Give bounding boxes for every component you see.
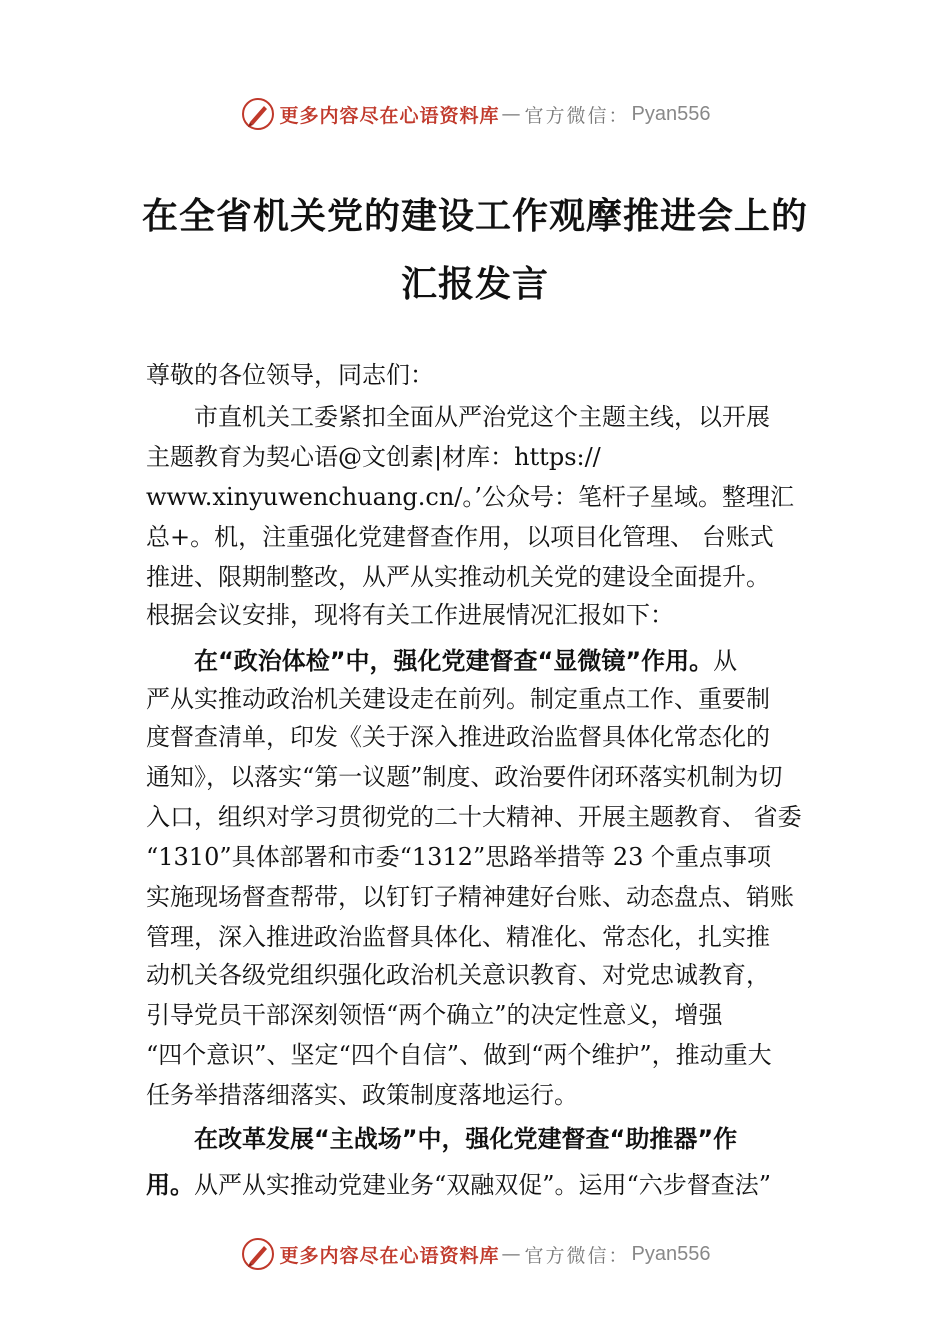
banner-wechat-id: Pyan556 xyxy=(631,1242,711,1265)
body-line: 推进、限期制整改，从严从实推动机关党的建设全面提升。 xyxy=(146,563,770,591)
body-line: 总+。机，注重强化党建督查作用，以项目化管理、 台账式 xyxy=(146,523,774,551)
body-line: 实施现场督查帮带，以钉钉子精神建好台账、动态盘点、销账 xyxy=(146,883,794,911)
banner-wechat-id: Pyan556 xyxy=(631,102,711,125)
body-line: 动机关各级党组织强化政治机关意识教育、对党忠诚教育， xyxy=(146,961,770,989)
document-title-line-2: 汇报发言 xyxy=(400,264,549,305)
body-line: 市直机关工委紧扣全面从严治党这个主题主线，以开展 xyxy=(146,403,770,431)
document-title-line-1: 在全省机关党的建设工作观摩推进会上的 xyxy=(141,196,808,237)
section-2-heading: 在改革发展“主战场”中，强化党建督查“助推器”作 xyxy=(194,1125,738,1153)
section-1-heading: 在“政治体检”中，强化党建督查“显微镜”作用。 xyxy=(194,647,714,675)
section-1-first-tail: 从 xyxy=(713,647,738,675)
body-line: 通知》，以落实“第一议题”制度、政治要件闭环落实机制为切 xyxy=(146,763,783,791)
body-line: 度督查清单，印发《关于深入推进政治监督具体化常态化的 xyxy=(146,723,770,751)
banner-dash: — xyxy=(501,103,523,125)
body-line: 管理，深入推进政治监督具体化、精准化、常态化，扎实推 xyxy=(146,923,770,951)
body-line: 根据会议安排，现将有关工作进展情况汇报如下： xyxy=(146,601,674,629)
body-line: 引导党员干部深刻领悟“两个确立”的决定性意义，增强 xyxy=(146,1001,723,1029)
section-2-tail: 从严从实推动党建业务“双融双促”。运用“六步督查法” xyxy=(194,1171,772,1199)
section-2-first-line xyxy=(146,1124,737,1154)
body-line: 入口，组织对学习贯彻党的二十大精神、开展主题教育、 省委 xyxy=(146,803,802,831)
header-banner xyxy=(0,94,950,134)
banner-dash: — xyxy=(501,1243,523,1265)
pen-logo-icon xyxy=(240,96,276,132)
pen-logo-icon xyxy=(240,1236,276,1272)
section-1-first-line xyxy=(146,646,737,676)
section-2-second-line xyxy=(146,1170,771,1200)
banner-text: 更多内容尽在心语资料库 xyxy=(279,104,500,127)
body-line: “四个意识”、坚定“四个自信”、做到“两个维护”，推动重大 xyxy=(146,1041,772,1069)
banner-wechat-label: 官方微信： xyxy=(524,104,630,127)
body-line: “1310”具体部署和市委“1312”思路举措等 23 个重点事项 xyxy=(146,843,772,871)
banner-wechat-label: 官方微信： xyxy=(524,1244,630,1267)
salutation: 尊敬的各位领导，同志们： xyxy=(146,361,434,389)
banner-text: 更多内容尽在心语资料库 xyxy=(279,1244,500,1267)
body-line: 主题教育为契心语@文创素|材库：https:// xyxy=(146,443,601,471)
footer-banner xyxy=(0,1234,950,1274)
body-line: 任务举措落细落实、政策制度落地运行。 xyxy=(146,1081,578,1109)
section-2-heading-end: 用。 xyxy=(146,1171,194,1199)
body-line: www.xinyuwenchuang.cn/。’公众号：笔杆子星域。整理汇 xyxy=(146,483,795,511)
body-line: 严从实推动政治机关建设走在前列。制定重点工作、重要制 xyxy=(146,685,770,713)
